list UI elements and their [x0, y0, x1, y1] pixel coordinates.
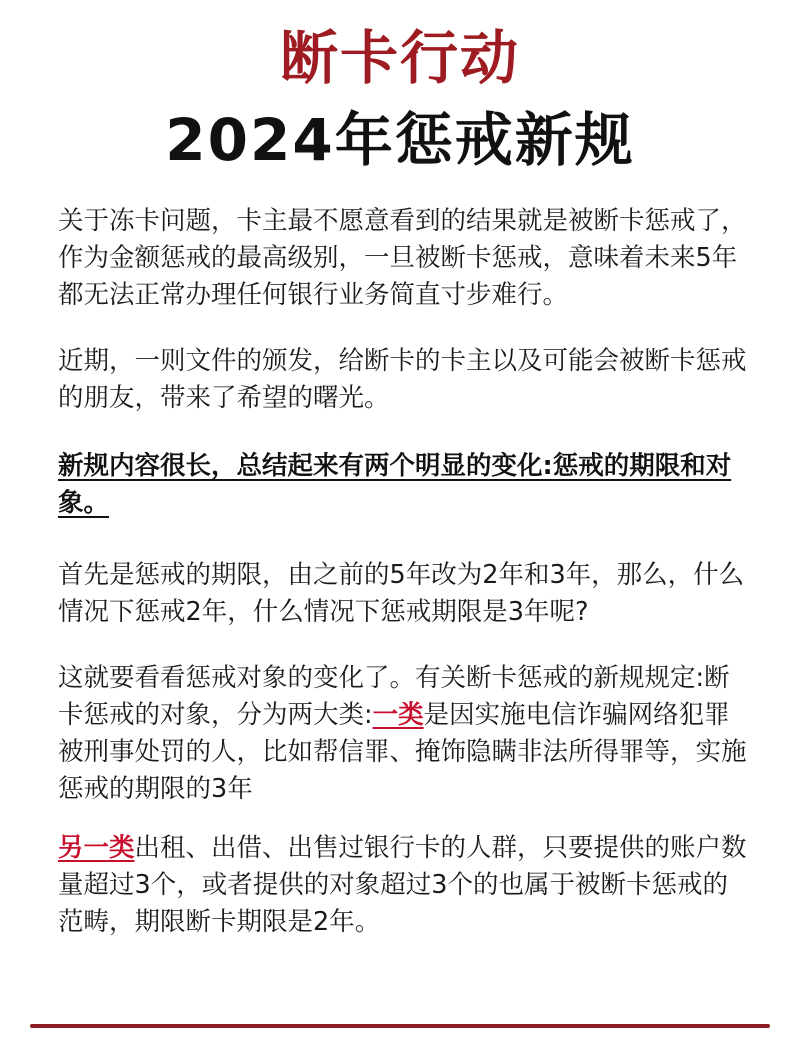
paragraph-period: 首先是惩戒的期限，由之前的5年改为2年和3年，那么，什么情况下惩戒2年，什么情况下惩戒期限是3年呢?: [58, 560, 745, 627]
paragraph-other-category: [58, 830, 748, 941]
paragraph-intro: 关于冻卡问题，卡主最不愿意看到的结果就是被断卡惩戒了，作为金额惩戒的最高级别，一旦被断卡惩戒，意味着未来5年都无法正常办理任何银行业务简直寸步难行。: [58, 206, 747, 310]
page-subtitle: 2024年惩戒新规: [165, 106, 635, 174]
highlight-category-one: 一类: [372, 700, 424, 730]
paragraph-news: 近期，一则文件的颁发，给断卡的卡主以及可能会被断卡惩戒的朋友，带来了希望的曙光。: [58, 346, 747, 413]
page-title: 断卡行动: [279, 24, 520, 92]
paragraph-targets: [58, 660, 748, 808]
targets-text-after: 是因实施电信诈骗网络犯罪被刑事处罚的人，比如帮信罪、掩饰隐瞒非法所得罪等，实施惩戒的期限的3年: [58, 700, 747, 804]
highlight-category-two: 另一类: [58, 833, 135, 863]
bottom-divider: [30, 1024, 770, 1028]
other-category-text: 出租、出借、出售过银行卡的人群，只要提供的账户数量超过3个，或者提供的对象超过3个的也属于被断卡惩戒的范畴，期限断卡期限是2年。: [58, 833, 747, 937]
targets-text-before: 这就要看看惩戒对象的变化了。有关断卡惩戒的新规规定:断卡惩戒的对象，分为两大类:: [58, 663, 730, 730]
paragraph-summary: 新规内容很长，总结起来有两个明显的变化:惩戒的期限和对象。: [58, 451, 732, 518]
